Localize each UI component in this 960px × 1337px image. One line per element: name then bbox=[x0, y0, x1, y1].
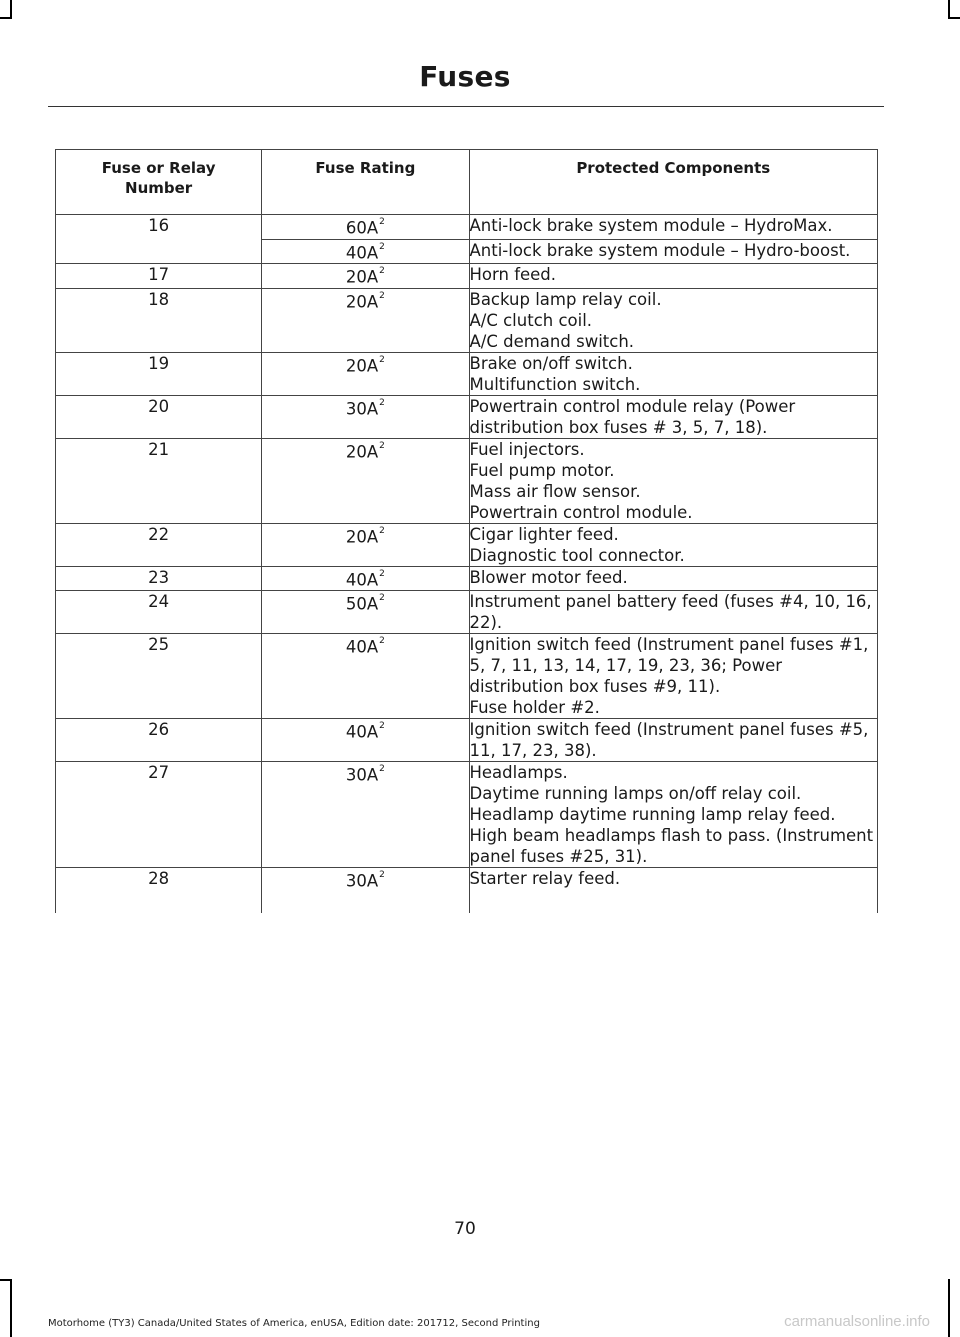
watermark: carmanualsonline.info bbox=[784, 1313, 930, 1330]
fuse-rating bbox=[262, 868, 469, 914]
fuse-rating bbox=[262, 762, 469, 868]
crop-mark bbox=[948, 0, 950, 18]
fuse-number: 22 bbox=[56, 523, 262, 566]
fuse-number: 27 bbox=[56, 762, 262, 868]
protected-components bbox=[469, 395, 878, 438]
rating-value: 60A bbox=[345, 218, 379, 238]
protected-components bbox=[469, 239, 878, 264]
component-line: Blower motor feed. bbox=[469, 567, 628, 587]
rating-value: 50A bbox=[345, 594, 379, 614]
component-line: Diagnostic tool connector. bbox=[469, 545, 685, 565]
protected-components bbox=[469, 719, 878, 762]
fuse-rating bbox=[262, 438, 469, 523]
component-line: High beam headlamps flash to pass. (Instrument panel fuses #25, 31). bbox=[469, 826, 874, 866]
component-line: Starter relay feed. bbox=[469, 869, 621, 888]
protected-components bbox=[469, 762, 878, 868]
table-row bbox=[56, 591, 878, 634]
fuse-rating bbox=[262, 591, 469, 634]
component-line: Cigar lighter feed. bbox=[469, 524, 619, 544]
protected-components bbox=[469, 438, 878, 523]
table-row bbox=[56, 762, 878, 868]
table-row bbox=[56, 288, 878, 352]
table-header-row bbox=[56, 150, 878, 215]
fuse-number: 23 bbox=[56, 566, 262, 591]
table-row bbox=[56, 634, 878, 719]
protected-components bbox=[469, 352, 878, 395]
crop-mark bbox=[948, 1279, 950, 1337]
fuse-rating bbox=[262, 523, 469, 566]
fuse-rating bbox=[262, 566, 469, 591]
component-line: Anti-lock brake system module – Hydro-boost. bbox=[469, 240, 851, 260]
column-header-rating: Fuse Rating bbox=[262, 150, 469, 215]
footnote-marker: 2 bbox=[379, 870, 385, 880]
component-line: Fuel pump motor. bbox=[469, 460, 615, 480]
protected-components bbox=[469, 868, 878, 914]
component-line: Instrument panel battery feed (fuses #4, 10, 16, 22). bbox=[469, 592, 872, 632]
fuse-rating bbox=[262, 215, 469, 240]
component-line: Headlamps. bbox=[469, 763, 568, 782]
rating-value: 20A bbox=[345, 356, 379, 375]
fuse-rating bbox=[262, 719, 469, 762]
component-line: Anti-lock brake system module – HydroMax. bbox=[469, 216, 833, 235]
table-row bbox=[56, 523, 878, 566]
rating-value: 40A bbox=[345, 570, 379, 589]
protected-components bbox=[469, 523, 878, 566]
protected-components bbox=[469, 215, 878, 240]
fuse-rating bbox=[262, 352, 469, 395]
fuse-number: 26 bbox=[56, 719, 262, 762]
crop-mark bbox=[10, 1279, 12, 1337]
crop-mark bbox=[0, 17, 12, 19]
table-row bbox=[56, 868, 878, 914]
rating-value: 30A bbox=[345, 399, 379, 418]
fuse-number: 19 bbox=[56, 352, 262, 395]
component-line: Backup lamp relay coil. bbox=[469, 289, 662, 309]
component-line: Brake on/off switch. bbox=[469, 353, 633, 373]
fuse-rating bbox=[262, 239, 469, 264]
component-line: Headlamp daytime running lamp relay feed. bbox=[469, 805, 836, 824]
rating-value: 20A bbox=[345, 442, 379, 461]
fuse-table bbox=[55, 149, 878, 913]
rating-value: 30A bbox=[345, 765, 379, 785]
title-divider bbox=[48, 106, 884, 107]
component-line: Mass air flow sensor. bbox=[469, 481, 641, 501]
component-line: Daytime running lamps on/off relay coil. bbox=[469, 784, 802, 803]
footnote-marker: 2 bbox=[379, 721, 385, 731]
table-row bbox=[56, 352, 878, 395]
component-line: Powertrain control module relay (Power distribution box fuses # 3, 5, 7, 18). bbox=[469, 396, 796, 437]
fuse-number: 18 bbox=[56, 288, 262, 352]
rating-value: 40A bbox=[345, 637, 379, 657]
table-row bbox=[56, 438, 878, 523]
footnote-marker: 2 bbox=[379, 568, 385, 579]
component-line: Ignition switch feed (Instrument panel fuses #5, 11, 17, 23, 38). bbox=[469, 720, 869, 760]
component-line: Horn feed. bbox=[469, 265, 557, 284]
fuse-rating bbox=[262, 634, 469, 719]
crop-mark bbox=[10, 0, 12, 18]
table-row bbox=[56, 215, 878, 240]
footnote-marker: 2 bbox=[379, 593, 385, 603]
component-line: Powertrain control module. bbox=[469, 502, 693, 522]
footnote-marker: 2 bbox=[379, 764, 385, 774]
fuse-number: 20 bbox=[56, 395, 262, 438]
footnote-marker: 2 bbox=[379, 525, 385, 536]
protected-components bbox=[469, 591, 878, 634]
footnote-marker: 2 bbox=[379, 290, 385, 301]
rating-value: 40A bbox=[345, 243, 379, 262]
rating-value: 40A bbox=[345, 722, 379, 742]
fuse-number: 25 bbox=[56, 634, 262, 719]
crop-mark bbox=[948, 17, 960, 19]
fuse-rating bbox=[262, 264, 469, 289]
protected-components bbox=[469, 566, 878, 591]
component-line: A/C demand switch. bbox=[469, 331, 635, 351]
footer-edition-text: Motorhome (TY3) Canada/United States of America, enUSA, Edition date: 201712, Second Printing bbox=[48, 1318, 540, 1329]
footnote-marker: 2 bbox=[379, 636, 385, 646]
component-line: Fuel injectors. bbox=[469, 439, 585, 459]
rating-value: 20A bbox=[345, 527, 379, 546]
protected-components bbox=[469, 288, 878, 352]
page-number: 70 bbox=[454, 1219, 476, 1239]
footnote-marker: 2 bbox=[379, 241, 385, 252]
component-line: A/C clutch coil. bbox=[469, 310, 593, 330]
rating-value: 30A bbox=[345, 871, 379, 891]
fuse-number: 16 bbox=[56, 215, 262, 264]
component-line: Fuse holder #2. bbox=[469, 698, 600, 717]
fuse-number: 17 bbox=[56, 264, 262, 289]
rating-value: 20A bbox=[345, 267, 379, 287]
table-row bbox=[56, 566, 878, 591]
fuse-number: 24 bbox=[56, 591, 262, 634]
fuse-table-body bbox=[56, 215, 878, 914]
fuse-number: 21 bbox=[56, 438, 262, 523]
footnote-marker: 2 bbox=[379, 440, 385, 451]
table-row bbox=[56, 719, 878, 762]
component-line: Multifunction switch. bbox=[469, 374, 641, 394]
fuse-rating bbox=[262, 395, 469, 438]
protected-components bbox=[469, 634, 878, 719]
column-header-number: Fuse or Relay Number bbox=[56, 150, 262, 215]
footnote-marker: 2 bbox=[379, 266, 385, 276]
footnote-marker: 2 bbox=[379, 397, 385, 408]
fuse-number: 28 bbox=[56, 868, 262, 914]
footnote-marker: 2 bbox=[379, 217, 385, 227]
table-row bbox=[56, 264, 878, 289]
column-header-components: Protected Components bbox=[469, 150, 878, 215]
table-row bbox=[56, 395, 878, 438]
footnote-marker: 2 bbox=[379, 354, 385, 365]
component-line: Ignition switch feed (Instrument panel fuses #1, 5, 7, 11, 13, 14, 17, 19, 23, 36; Power distribution box fuses #9, 11). bbox=[469, 635, 869, 696]
page-title: Fuses bbox=[419, 60, 511, 93]
fuse-rating bbox=[262, 288, 469, 352]
protected-components bbox=[469, 264, 878, 289]
rating-value: 20A bbox=[345, 292, 379, 311]
